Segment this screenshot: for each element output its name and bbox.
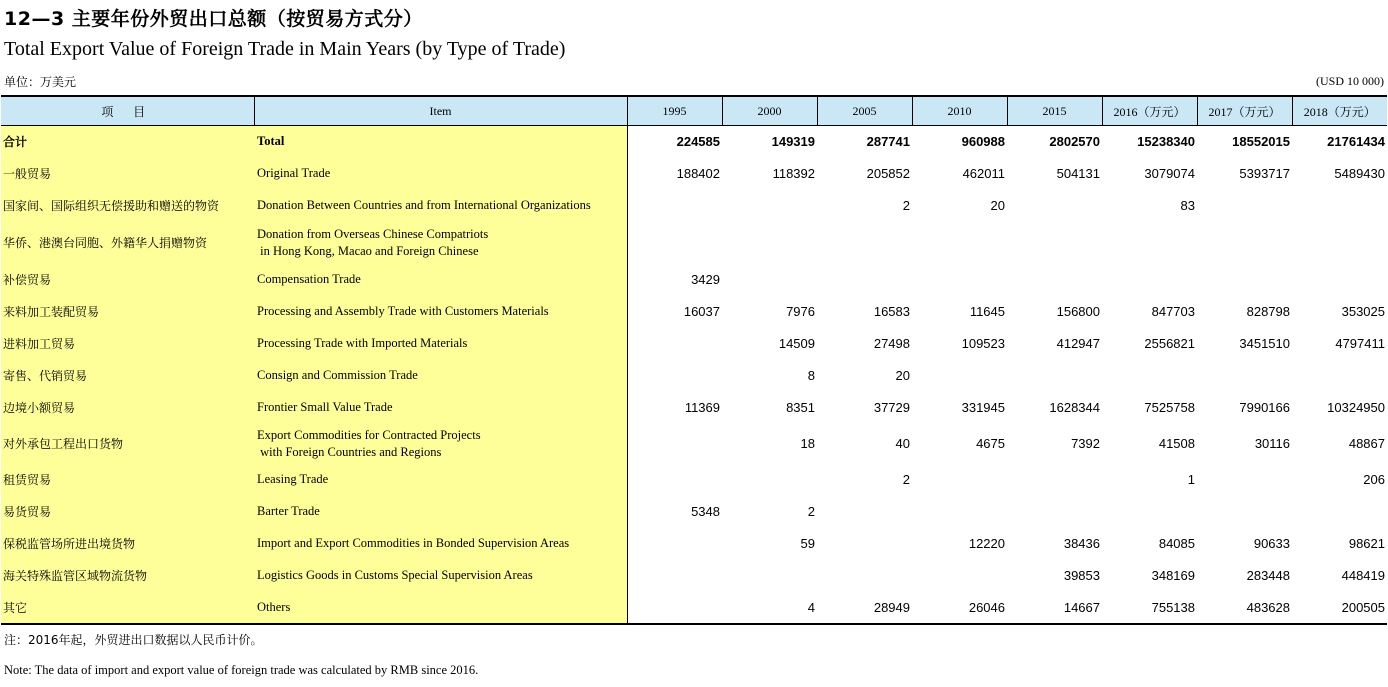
- value-cell: [627, 528, 722, 560]
- value-cell: 4: [722, 592, 817, 624]
- value-cell: 16037: [683, 304, 720, 319]
- value-cell: 8351: [786, 400, 815, 415]
- row-label-cn: 保税监管场所进出境货物: [1, 528, 254, 560]
- value-cell: 2: [902, 198, 910, 213]
- value-cell: [1292, 360, 1387, 392]
- row-label-en-line: Processing Trade with Imported Materials: [257, 336, 468, 350]
- row-label-en-line: Others: [257, 599, 291, 614]
- row-label-en-line: Total: [257, 134, 285, 149]
- row-label-en: [254, 392, 627, 424]
- value-cell: 59: [800, 536, 815, 551]
- value-cell: [1197, 496, 1292, 528]
- value-cell: [912, 360, 1007, 392]
- value-cell: [1007, 264, 1102, 296]
- value-cell: 48867: [1348, 436, 1385, 451]
- value-cell: [1197, 264, 1292, 296]
- table-row: [1, 424, 1387, 464]
- value-cell: [1102, 360, 1197, 392]
- value-cell: [1102, 264, 1197, 296]
- header-year: 2010: [912, 96, 1007, 126]
- trade-table: [1, 95, 1387, 625]
- header-item-en: Item: [254, 96, 627, 126]
- row-label-cn: 海关特殊监管区域物流货物: [1, 560, 254, 592]
- value-cell: 12220: [968, 536, 1005, 551]
- value-cell: 5348: [691, 504, 720, 519]
- value-cell: 224585: [676, 134, 720, 150]
- row-label-cn: 国家间、国际组织无偿援助和赠送的物资: [1, 190, 254, 222]
- value-cell: 3451510: [1239, 336, 1290, 351]
- value-cell: [1007, 496, 1102, 528]
- value-cell: 27498: [873, 336, 910, 351]
- value-cell: 156800: [1056, 304, 1100, 319]
- value-cell: 26046: [912, 592, 1007, 624]
- header-row: [1, 96, 1387, 126]
- value-cell: 118392: [772, 166, 815, 181]
- value-cell: 15238340: [1137, 134, 1195, 150]
- value-cell: 40: [895, 436, 910, 451]
- table-row: [1, 328, 1387, 360]
- table-row: [1, 496, 1387, 528]
- row-label-en-line: with Foreign Countries and Regions: [257, 444, 442, 459]
- value-cell: [1007, 190, 1102, 222]
- value-cell: 331945: [961, 400, 1005, 415]
- value-cell: 7525758: [1144, 400, 1195, 415]
- value-cell: 287741: [866, 134, 910, 150]
- row-label-cn: 补偿贸易: [1, 264, 254, 296]
- value-cell: [1102, 496, 1197, 528]
- row-label-en-line: Donation from Overseas Chinese Compatriots: [257, 226, 489, 241]
- table-row: [1, 392, 1387, 424]
- unit-label-cn: 单位：万美元: [4, 75, 77, 89]
- row-label-en: [254, 190, 627, 222]
- header-year: 2000: [722, 96, 817, 126]
- value-cell: 98621: [1348, 536, 1385, 551]
- value-cell: 504131: [1056, 166, 1100, 181]
- row-label-en-line: Barter Trade: [257, 504, 320, 518]
- value-cell: 20: [895, 368, 910, 383]
- value-cell: [817, 264, 912, 296]
- header-year: 2017（万元）: [1197, 96, 1292, 126]
- value-cell: 11645: [969, 304, 1005, 319]
- value-cell: 109523: [961, 336, 1005, 351]
- value-cell: 2556821: [1144, 336, 1195, 351]
- row-label-en: [254, 528, 627, 560]
- row-label-cn: 华侨、港澳台同胞、外籍华人捐赠物资: [1, 222, 254, 264]
- value-cell: [912, 496, 1007, 528]
- value-cell: [627, 190, 722, 222]
- value-cell: 348169: [1151, 568, 1195, 583]
- value-cell: 448419: [1341, 568, 1385, 583]
- row-label-cn: 对外承包工程出口货物: [1, 424, 254, 464]
- value-cell: 2: [902, 472, 910, 487]
- value-cell: 483628: [1197, 592, 1292, 624]
- value-cell: 16583: [873, 304, 910, 319]
- row-label-en: [254, 264, 627, 296]
- value-cell: 5489430: [1334, 166, 1385, 181]
- row-label-en-line: Original Trade: [257, 166, 331, 180]
- value-cell: 847703: [1151, 304, 1195, 319]
- value-cell: [1102, 222, 1197, 264]
- value-cell: 10324950: [1327, 400, 1385, 415]
- value-cell: [1007, 360, 1102, 392]
- row-label-en: [254, 496, 627, 528]
- value-cell: 3079074: [1144, 166, 1195, 181]
- value-cell: 39853: [1063, 568, 1100, 583]
- value-cell: 4675: [976, 436, 1005, 451]
- row-label-cn: 其它: [1, 592, 254, 624]
- value-cell: [1007, 464, 1102, 496]
- note-en: Note: The data of import and export value of foreign trade was calculated by RMB since 2016.: [4, 663, 479, 677]
- value-cell: [627, 360, 722, 392]
- value-cell: [817, 222, 912, 264]
- header-year: 2016（万元）: [1102, 96, 1197, 126]
- value-cell: [627, 222, 722, 264]
- header-year: 2018（万元）: [1292, 96, 1387, 126]
- row-label-cn: 合计: [1, 126, 254, 158]
- value-cell: 14667: [1007, 592, 1102, 624]
- value-cell: [912, 560, 1007, 592]
- row-label-cn: 边境小额贸易: [1, 392, 254, 424]
- value-cell: 3429: [691, 272, 720, 287]
- value-cell: [912, 264, 1007, 296]
- value-cell: [722, 464, 817, 496]
- value-cell: [627, 560, 722, 592]
- value-cell: [722, 264, 817, 296]
- value-cell: 90633: [1253, 536, 1290, 551]
- row-label-en: [254, 560, 627, 592]
- row-label-en: [254, 464, 627, 496]
- value-cell: [1292, 190, 1387, 222]
- value-cell: 283448: [1246, 568, 1290, 583]
- value-cell: 20: [990, 198, 1005, 213]
- value-cell: 206: [1363, 472, 1385, 487]
- row-label-cn: 寄售、代销贸易: [1, 360, 254, 392]
- value-cell: [1197, 464, 1292, 496]
- value-cell: 755138: [1102, 592, 1197, 624]
- table-row: [1, 264, 1387, 296]
- row-label-en-line: Consign and Commission Trade: [257, 368, 418, 382]
- value-cell: 205852: [866, 166, 910, 181]
- value-cell: [627, 464, 722, 496]
- value-cell: 188402: [676, 166, 720, 181]
- value-cell: [722, 560, 817, 592]
- value-cell: 7990166: [1239, 400, 1290, 415]
- row-label-en-line: Donation Between Countries and from International Organizations: [257, 198, 591, 212]
- value-cell: [722, 222, 817, 264]
- table-row: [1, 528, 1387, 560]
- value-cell: 18552015: [1232, 134, 1290, 150]
- row-label-en: [254, 424, 627, 464]
- value-cell: 37729: [873, 400, 910, 415]
- table-row: [1, 158, 1387, 190]
- value-cell: [1292, 496, 1387, 528]
- table-row: [1, 560, 1387, 592]
- value-cell: 960988: [961, 134, 1005, 150]
- row-label-en: [254, 296, 627, 328]
- row-label-en: [254, 222, 627, 264]
- value-cell: 149319: [771, 134, 815, 150]
- row-label-en-line: Processing and Assembly Trade with Customers Materials: [257, 304, 549, 318]
- value-cell: 7976: [786, 304, 815, 319]
- row-label-en-line: Compensation Trade: [257, 272, 361, 286]
- value-cell: [1197, 360, 1292, 392]
- row-label-en-line: Frontier Small Value Trade: [257, 400, 393, 414]
- value-cell: [1007, 222, 1102, 264]
- row-label-en: [254, 158, 627, 190]
- note-cn: 注：2016年起，外贸进出口数据以人民币计价。: [4, 633, 263, 647]
- value-cell: [627, 424, 722, 464]
- row-label-en-line: in Hong Kong, Macao and Foreign Chinese: [257, 243, 479, 258]
- value-cell: [912, 222, 1007, 264]
- value-cell: [1292, 222, 1387, 264]
- value-cell: 2802570: [1049, 134, 1100, 150]
- value-cell: [1197, 222, 1292, 264]
- value-cell: 30116: [1254, 436, 1290, 451]
- row-label-en-line: Logistics Goods in Customs Special Supervision Areas: [257, 568, 533, 582]
- row-label-cn: 来料加工装配贸易: [1, 296, 254, 328]
- value-cell: 200505: [1292, 592, 1387, 624]
- row-label-cn: 进料加工贸易: [1, 328, 254, 360]
- value-cell: 18: [800, 436, 815, 451]
- header-item-cn: 项 目: [1, 96, 254, 126]
- value-cell: 2: [807, 504, 815, 519]
- value-cell: [722, 190, 817, 222]
- value-cell: [817, 528, 912, 560]
- row-label-en: [254, 592, 627, 624]
- page-title-en: Total Export Value of Foreign Trade in Main Years (by Type of Trade): [4, 38, 566, 60]
- row-label-cn: 易货贸易: [1, 496, 254, 528]
- value-cell: 28949: [817, 592, 912, 624]
- value-cell: 1628344: [1049, 400, 1100, 415]
- value-cell: 828798: [1246, 304, 1290, 319]
- header-year: 1995: [627, 96, 722, 126]
- table-row: [1, 592, 1387, 624]
- value-cell: [627, 328, 722, 360]
- page-title-cn: 12—3 主要年份外贸出口总额（按贸易方式分）: [4, 8, 423, 30]
- table-row: [1, 360, 1387, 392]
- row-label-cn: 一般贸易: [1, 158, 254, 190]
- value-cell: 7392: [1071, 436, 1100, 451]
- row-label-en-line: Import and Export Commodities in Bonded Supervision Areas: [257, 536, 570, 550]
- table-row: [1, 464, 1387, 496]
- row-label-en: [254, 360, 627, 392]
- header-year: 2015: [1007, 96, 1102, 126]
- value-cell: [1197, 190, 1292, 222]
- value-cell: 412947: [1056, 336, 1100, 351]
- row-label-en: [254, 328, 627, 360]
- table-row: [1, 296, 1387, 328]
- row-label-en: [254, 126, 627, 158]
- unit-label-en: (USD 10 000): [1316, 74, 1384, 88]
- table-row: [1, 190, 1387, 222]
- value-cell: 41508: [1158, 436, 1195, 451]
- value-cell: 4797411: [1335, 336, 1385, 351]
- value-cell: 14509: [778, 336, 815, 351]
- value-cell: 21761434: [1327, 134, 1385, 150]
- value-cell: [912, 464, 1007, 496]
- row-label-en-line: Export Commodities for Contracted Projects: [257, 427, 481, 442]
- value-cell: [817, 496, 912, 528]
- value-cell: 353025: [1341, 304, 1385, 319]
- value-cell: 5393717: [1239, 166, 1290, 181]
- value-cell: 11369: [684, 400, 720, 415]
- value-cell: 38436: [1063, 536, 1100, 551]
- value-cell: 1: [1187, 472, 1195, 487]
- value-cell: [1292, 264, 1387, 296]
- value-cell: 83: [1180, 198, 1195, 213]
- row-label-cn: 租赁贸易: [1, 464, 254, 496]
- table-row-total: [1, 126, 1387, 158]
- value-cell: [817, 560, 912, 592]
- value-cell: 84085: [1158, 536, 1195, 551]
- value-cell: [627, 592, 722, 624]
- table-row: [1, 222, 1387, 264]
- value-cell: 8: [807, 368, 815, 383]
- header-year: 2005: [817, 96, 912, 126]
- row-label-en-line: Leasing Trade: [257, 472, 329, 486]
- value-cell: 462011: [962, 166, 1005, 181]
